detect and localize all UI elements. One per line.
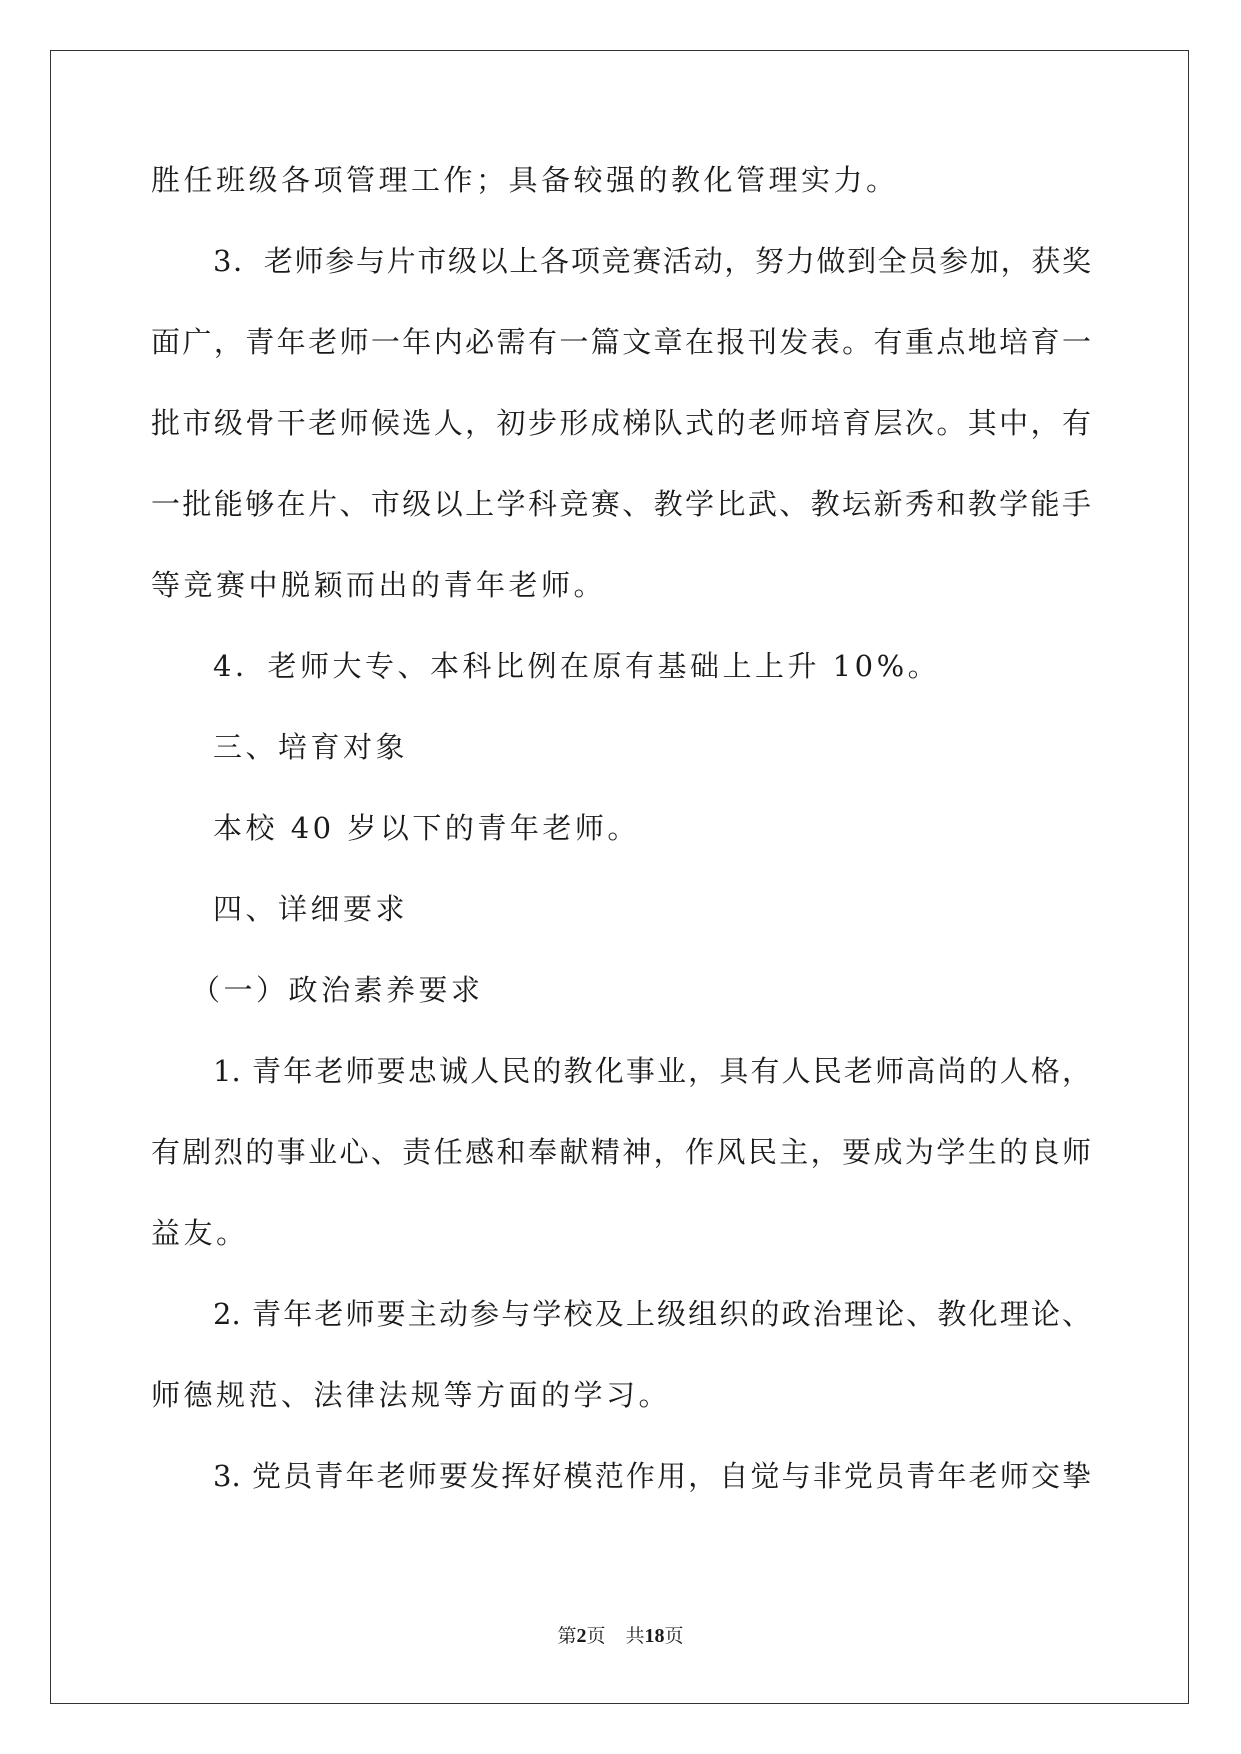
footer-total-suffix: 页 bbox=[664, 1625, 684, 1647]
text-line-4: 批市级骨干老师候选人，初步形成梯队式的老师培育层次。其中，有 bbox=[151, 406, 1091, 440]
footer-page-number: 2 bbox=[576, 1625, 587, 1647]
text-line-5: 一批能够在片、市级以上学科竞赛、教学比武、教坛新秀和教学能手 bbox=[151, 487, 1091, 521]
footer-total-prefix: 共 bbox=[625, 1625, 645, 1647]
text-line-3: 面广，青年老师一年内必需有一篇文章在报刊发表。有重点地培育一 bbox=[151, 325, 1091, 359]
footer-page-suffix: 页 bbox=[586, 1625, 606, 1647]
text-line-2: 3．老师参与片市级以上各项竞赛活动，努力做到全员参加，获奖 bbox=[213, 244, 1091, 278]
section-heading-4: 四、详细要求 bbox=[213, 892, 409, 926]
text-line-1: 胜任班级各项管理工作；具备较强的教化管理实力。 bbox=[151, 163, 899, 197]
footer-page-prefix: 第 bbox=[557, 1625, 577, 1647]
subsection-heading-1: （一）政治素养要求 bbox=[191, 973, 484, 1007]
text-line-14: 益友。 bbox=[151, 1216, 249, 1250]
page-border bbox=[50, 50, 1189, 1704]
text-line-12: 1. 青年老师要忠诚人民的教化事业，具有人民老师高尚的人格， bbox=[213, 1054, 1091, 1088]
text-line-9: 本校 40 岁以下的青年老师。 bbox=[213, 811, 640, 845]
text-line-16: 师德规范、法律法规等方面的学习。 bbox=[151, 1378, 672, 1412]
section-heading-3: 三、培育对象 bbox=[213, 730, 409, 764]
text-line-17: 3. 党员青年老师要发挥好模范作用，自觉与非党员青年老师交挚 bbox=[213, 1459, 1091, 1493]
text-line-13: 有剧烈的事业心、责任感和奉献精神，作风民主，要成为学生的良师 bbox=[151, 1135, 1091, 1169]
footer-total-number: 18 bbox=[644, 1625, 665, 1647]
text-line-7: 4．老师大专、本科比例在原有基础上上升 10%。 bbox=[213, 649, 941, 683]
page-footer bbox=[0, 1624, 1241, 1648]
text-line-6: 等竞赛中脱颖而出的青年老师。 bbox=[151, 568, 607, 602]
text-line-15: 2. 青年老师要主动参与学校及上级组织的政治理论、教化理论、 bbox=[213, 1297, 1091, 1331]
